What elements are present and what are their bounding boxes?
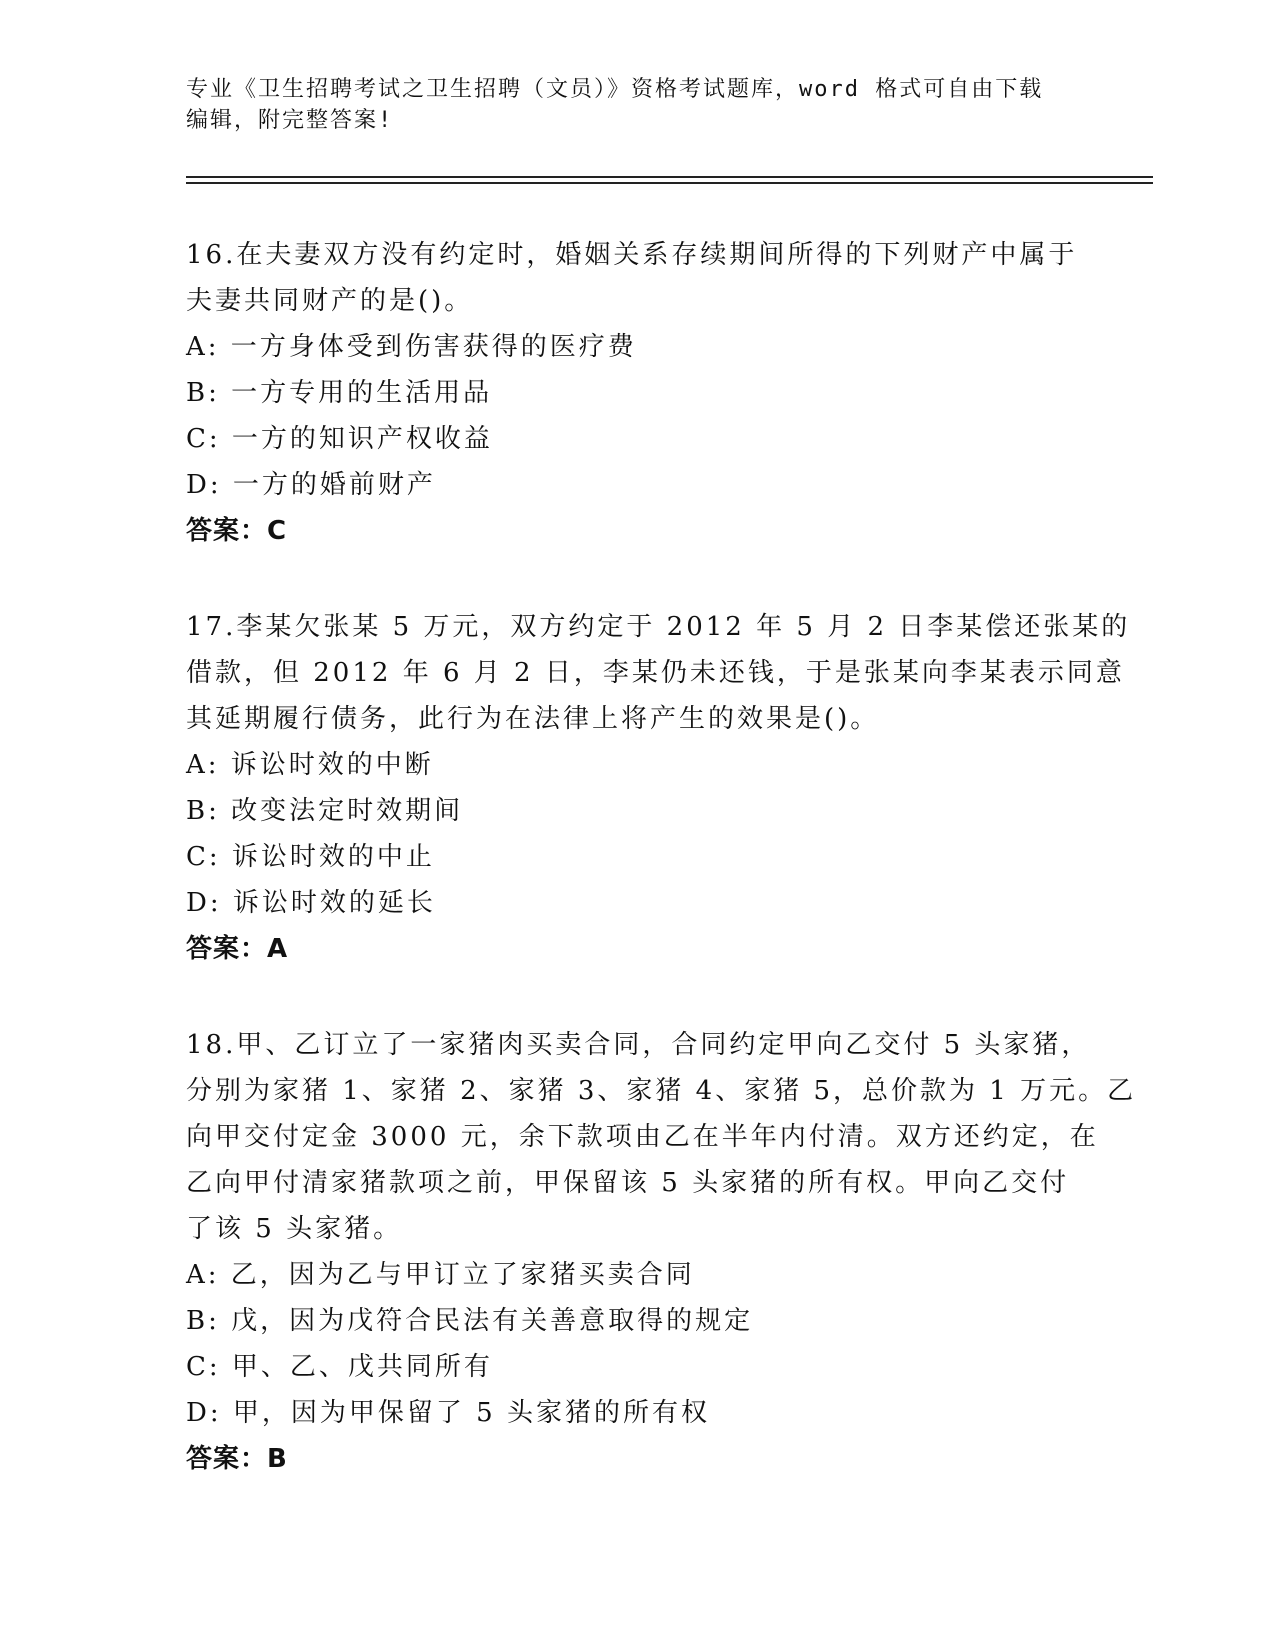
question-16 <box>186 232 1086 554</box>
document-header <box>186 74 1066 136</box>
question-stem-line: 夫妻共同财产的是()。 <box>186 286 474 316</box>
question-stem-line: 借款，但 2012 年 6 月 2 日，李某仍未还钱，于是张某向李某表示同意 <box>186 658 1125 688</box>
option-d: D: 诉讼时效的延长 <box>186 888 436 918</box>
question-stem-line: 乙向甲付清家猪款项之前，甲保留该 5 头家猪的所有权。甲向乙交付 <box>186 1168 1070 1198</box>
question-stem-line: 了该 5 头家猪。 <box>186 1214 403 1244</box>
question-stem-line: 分别为家猪 1、家猪 2、家猪 3、家猪 4、家猪 5，总价款为 1 万元。乙 <box>186 1076 1137 1106</box>
option-b: B: 一方专用的生活用品 <box>186 378 493 408</box>
answer-label: 答案：A <box>186 934 289 964</box>
header-divider-top <box>186 176 1153 178</box>
header-line-1: 专业《卫生招聘考试之卫生招聘（文员）》资格考试题库，word 格式可自由下载 <box>186 77 1044 102</box>
question-18 <box>186 1022 1137 1482</box>
option-c: C: 一方的知识产权收益 <box>186 424 493 454</box>
question-stem-line: 17.李某欠张某 5 万元，双方约定于 2012 年 5 月 2 日李某偿还张某的 <box>186 612 1131 642</box>
answer-label: 答案：B <box>186 1444 288 1474</box>
header-line-2: 编辑，附完整答案! <box>186 108 394 133</box>
option-b: B: 戊，因为戊符合民法有关善意取得的规定 <box>186 1306 754 1336</box>
question-stem-line: 向甲交付定金 3000 元，余下款项由乙在半年内付清。双方还约定，在 <box>186 1122 1099 1152</box>
answer-label: 答案：C <box>186 516 288 546</box>
question-stem-line: 其延期履行债务，此行为在法律上将产生的效果是()。 <box>186 704 880 734</box>
question-stem-line: 18.甲、乙订立了一家猪肉买卖合同，合同约定甲向乙交付 5 头家猪， <box>186 1030 1091 1060</box>
question-17 <box>186 604 1131 972</box>
option-d: D: 一方的婚前财产 <box>186 470 436 500</box>
option-c: C: 甲、乙、戊共同所有 <box>186 1352 493 1382</box>
option-a: A: 乙，因为乙与甲订立了家猪买卖合同 <box>186 1260 695 1290</box>
option-a: A: 一方身体受到伤害获得的医疗费 <box>186 332 637 362</box>
header-divider-bottom <box>186 182 1153 184</box>
option-d: D: 甲，因为甲保留了 5 头家猪的所有权 <box>186 1398 710 1428</box>
option-a: A: 诉讼时效的中断 <box>186 750 434 780</box>
option-c: C: 诉讼时效的中止 <box>186 842 435 872</box>
question-stem-line: 16.在夫妻双方没有约定时，婚姻关系存续期间所得的下列财产中属于 <box>186 240 1078 270</box>
option-b: B: 改变法定时效期间 <box>186 796 464 826</box>
question-list <box>186 232 1137 1532</box>
